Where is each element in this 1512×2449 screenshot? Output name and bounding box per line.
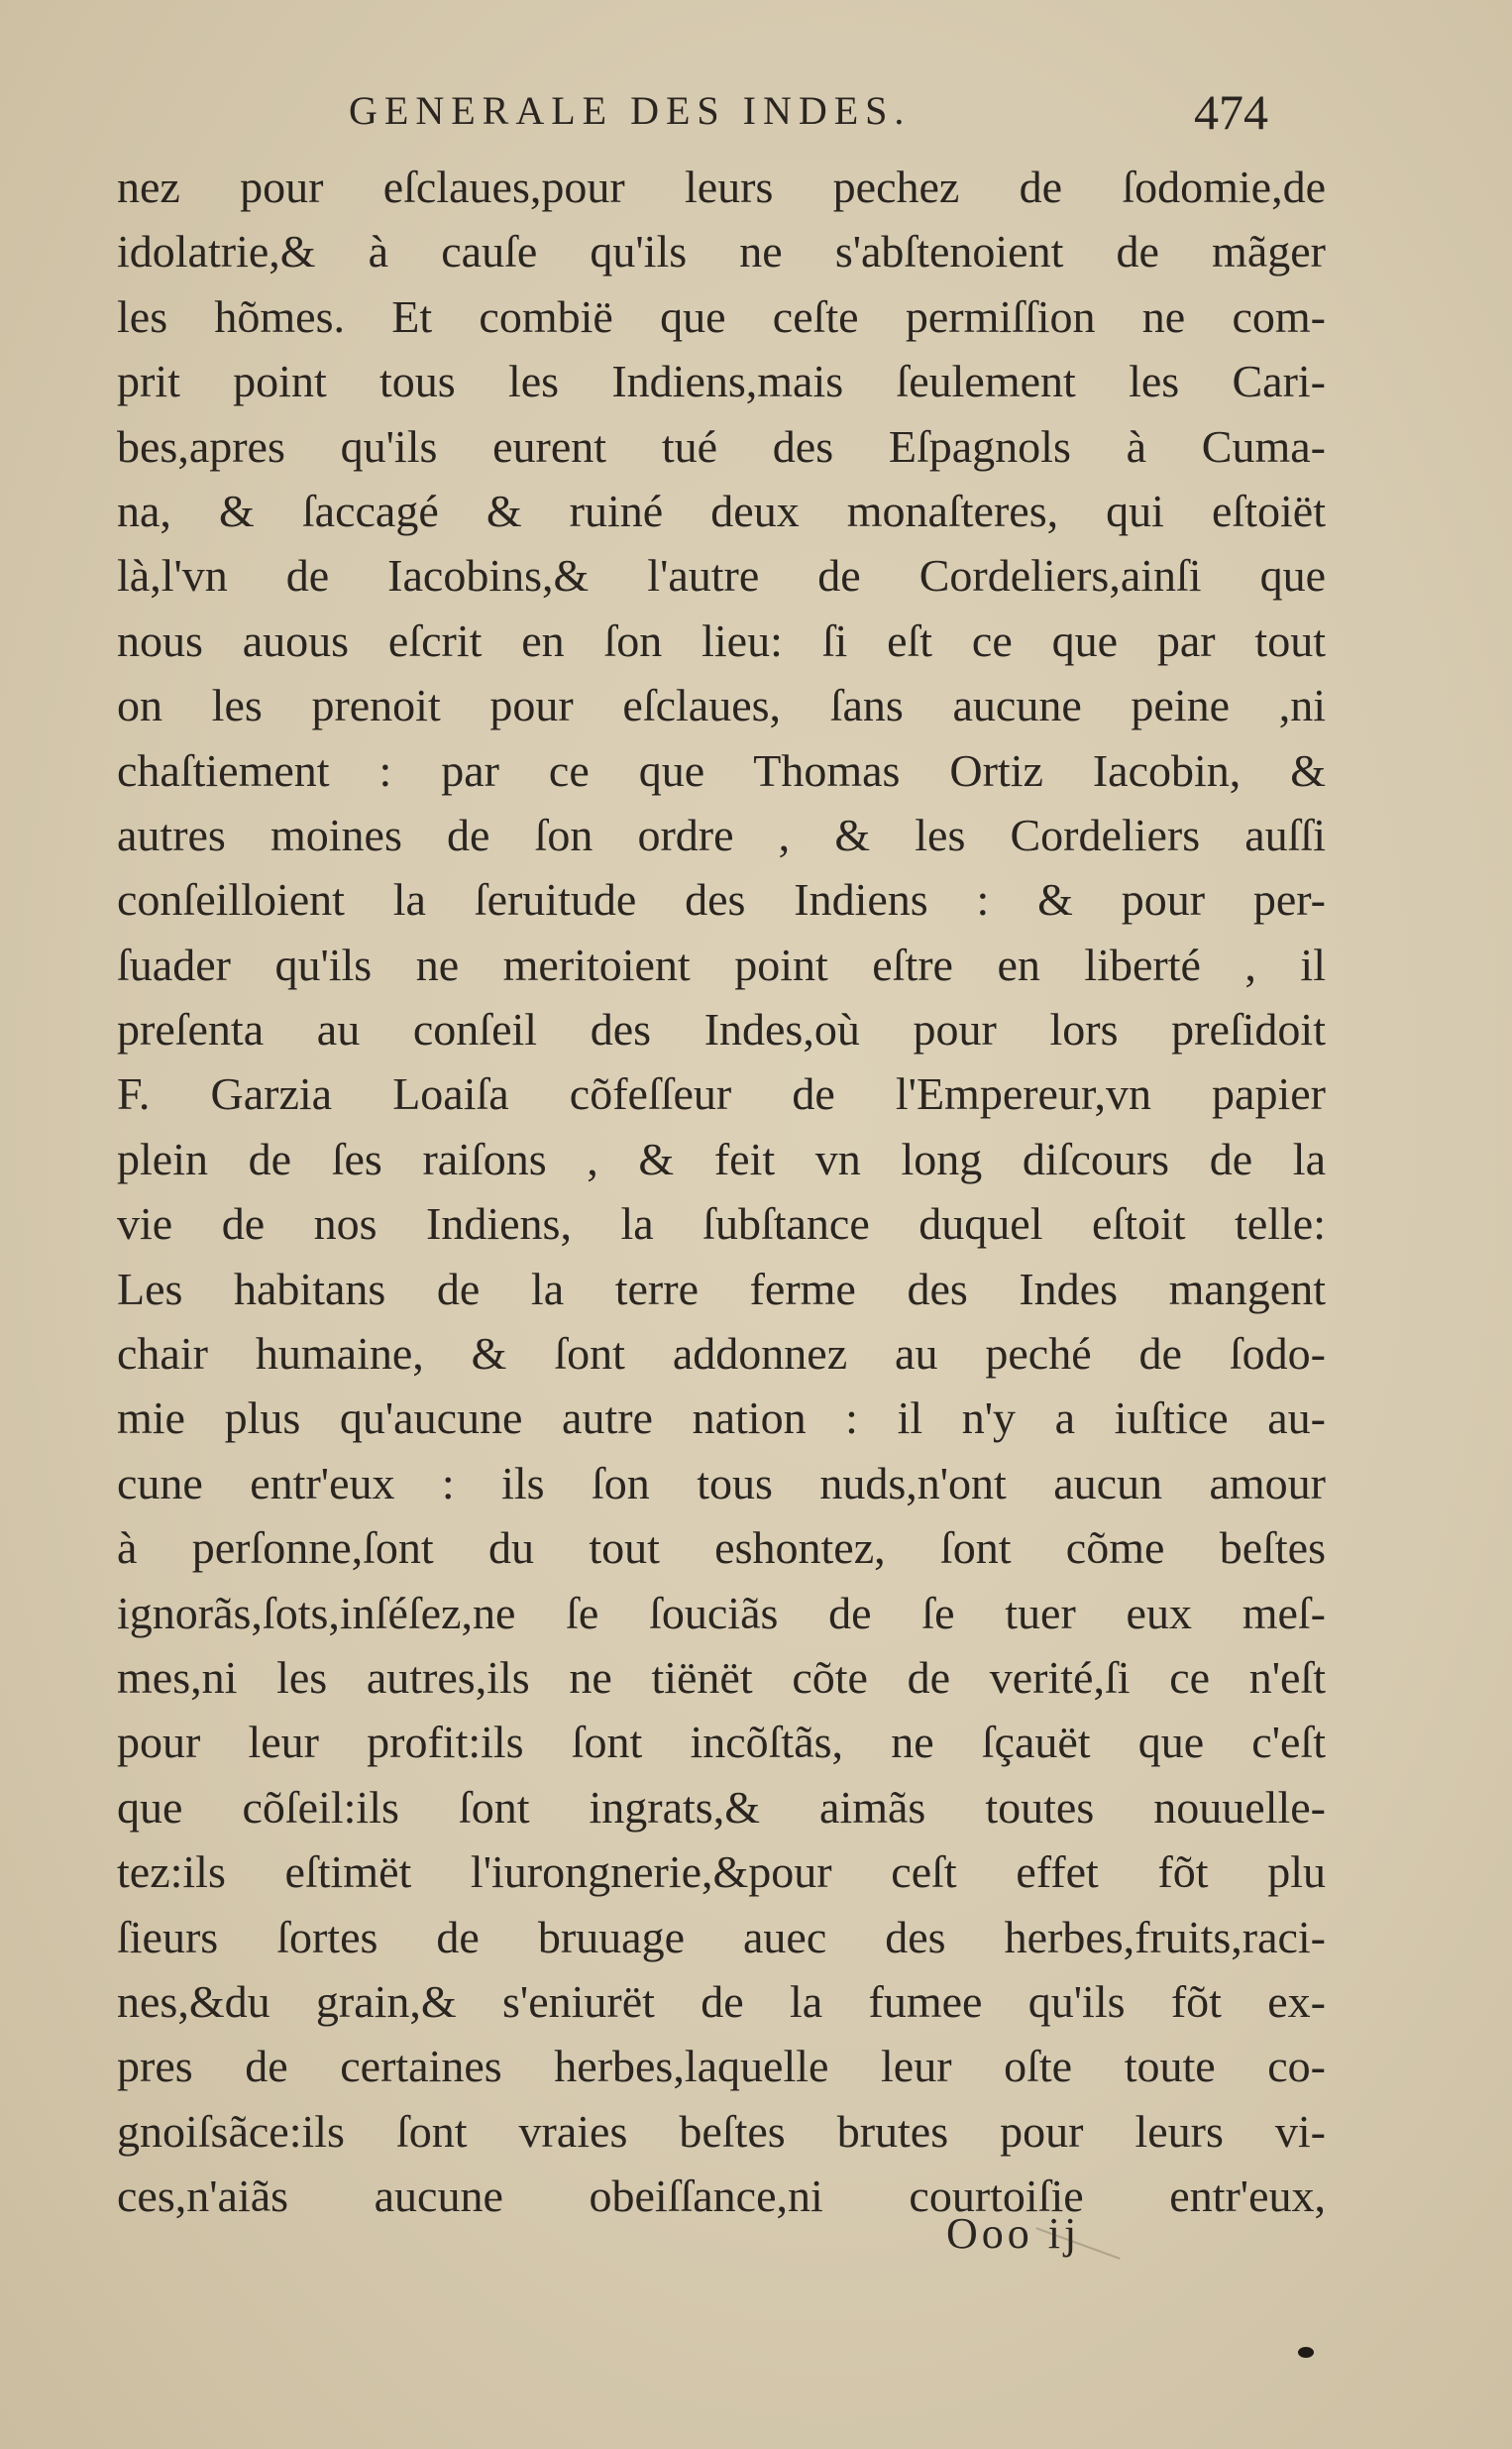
text-line: chaſtiement : par ce que Thomas Ortiz Iacobin, & [117,744,1326,796]
text-line: nes,&du grain,& s'eniurët de la fumee qu'ils fõt ex- [117,1975,1326,2027]
text-line: ſuader qu'ils ne meritoient point eſtre en liberté , il [117,939,1326,990]
page-number: 474 [1194,84,1268,140]
text-line: gnoiſsãce:ils ſont vraies beſtes brutes pour leurs vi- [117,2105,1326,2157]
text-line: ces,n'aiãs aucune obeiſſance,ni courtoiſie entr'eux, [117,2171,1326,2222]
text-line: que cõſeil:ils ſont ingrats,& aimãs toutes nouuelle- [117,1781,1326,1833]
text-line: na, & ſaccagé & ruiné deux monaſteres, qui eſtoiët [117,485,1326,536]
text-line: pour leur profit:ils ſont incõſtãs, ne ſçauët que c'eſt [117,1717,1326,1768]
text-line: à perſonne,ſont du tout eshontez, ſont cõme beſtes [117,1522,1326,1574]
signature-mark: Ooo ij [946,2209,1081,2258]
text-line: prit point tous les Indiens,mais ſeulement les Cari- [117,356,1326,407]
text-line: ſieurs ſortes de bruuage auec des herbes,fruits,raci- [117,1911,1326,1962]
body-text [117,155,1326,2229]
ink-dot [1298,2347,1314,2358]
text-line: conſeilloient la ſeruitude des Indiens : & pour per- [117,874,1326,926]
text-line: nez pour eſclaues,pour leurs pechez de ſodomie,de [117,162,1326,212]
text-line: pres de certaines herbes,laquelle leur oſte toute co- [117,2041,1326,2092]
text-line: cune entr'eux : ils ſon tous nuds,n'ont aucun amour [117,1457,1326,1508]
text-line: F. Garzia Loaiſa cõfeſſeur de l'Empereur,vn papier [117,1068,1326,1120]
text-line: vie de nos Indiens, la ſubſtance duquel eſtoit telle: [117,1198,1326,1250]
text-line: idolatrie,& à cauſe qu'ils ne s'abſtenoient de mãger [117,226,1326,278]
text-line: autres moines de ſon ordre , & les Cordeliers auſſi [117,809,1326,860]
text-line: Les habitans de la terre ferme des Indes mangent [117,1263,1326,1314]
text-line: on les prenoit pour eſclaues, ſans aucune peine ,ni [117,680,1326,731]
text-line: mes,ni les autres,ils ne tiënët cõte de verité,ſi ce n'eſt [117,1651,1326,1703]
text-line: chair humaine, & ſont addonnez au peché de ſodo- [117,1328,1326,1380]
page-header [0,84,1512,157]
running-head: GENERALE DES INDES. [349,88,912,133]
text-line: tez:ils eſtimët l'iurongnerie,&pour ceſt effet fõt plu [117,1846,1326,1898]
text-line: les hõmes. Et combië que ceſte permiſſion ne com- [117,290,1326,342]
text-line: nous auous eſcrit en ſon lieu: ſi eſt ce que par tout [117,614,1326,666]
text-line: plein de ſes raiſons , & feit vn long diſcours de la [117,1133,1326,1184]
text-line: là,l'vn de Iacobins,& l'autre de Cordeliers,ainſi que [117,550,1326,602]
text-line: ignorãs,ſots,inſéſez,ne ſe ſouciãs de ſe tuer eux meſ- [117,1587,1326,1638]
text-line: preſenta au conſeil des Indes,où pour lors preſidoit [117,1004,1326,1056]
text-line: mie plus qu'aucune autre nation : il n'y a iuſtice au- [117,1392,1326,1444]
text-line: bes,apres qu'ils eurent tué des Eſpagnols à Cuma- [117,420,1326,472]
